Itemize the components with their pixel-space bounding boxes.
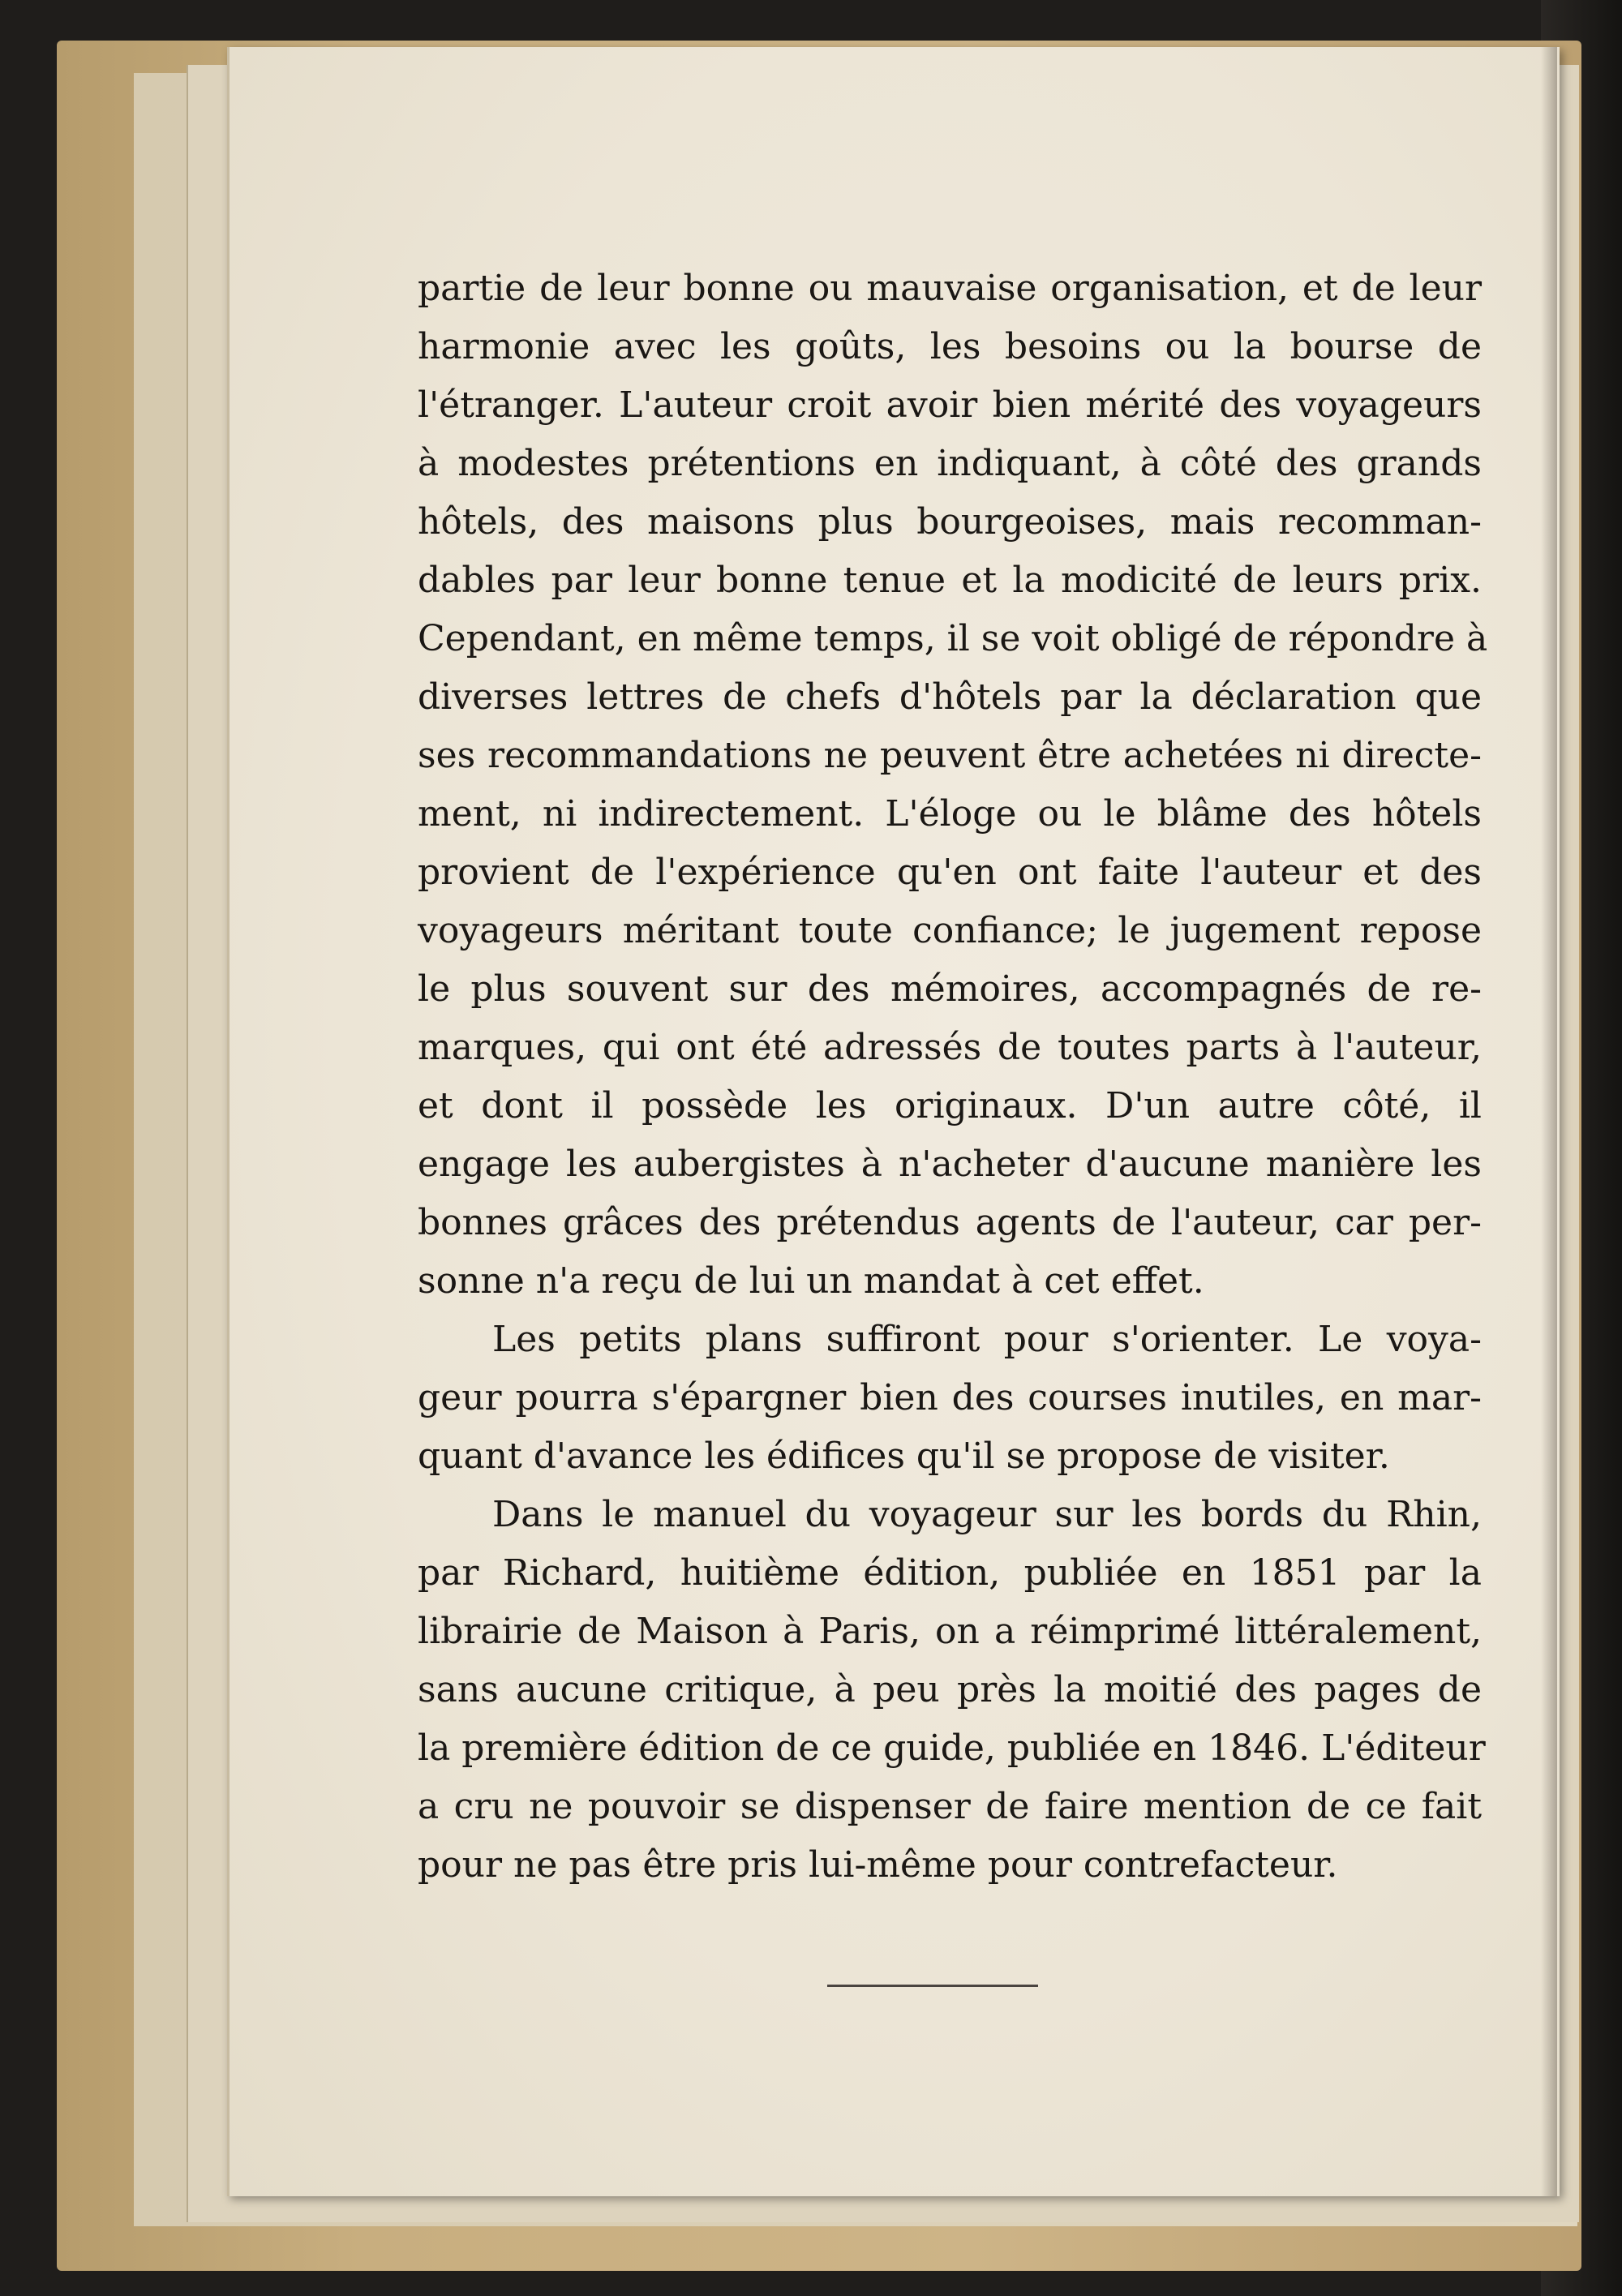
text-line: diverses lettres de chefs d'hôtels par la déclaration que bbox=[418, 676, 1482, 718]
paragraph bbox=[418, 1486, 1486, 1895]
text-line: Cependant, en même temps, il se voit obligé de répondre à bbox=[418, 618, 1488, 659]
text-line: et dont il possède les originaux. D'un autre côté, il bbox=[418, 1085, 1482, 1127]
text-line: ment, ni indirectement. L'éloge ou le blâme des hôtels bbox=[418, 793, 1482, 835]
text-line: Dans le manuel du voyageur sur les bords du Rhin, bbox=[492, 1494, 1482, 1535]
text-line: provient de l'expérience qu'en ont faite l'auteur et des bbox=[418, 852, 1482, 893]
text-line: partie de leur bonne ou mauvaise organisation, et de leur bbox=[418, 268, 1482, 309]
text-line: voyageurs méritant toute confiance; le jugement repose bbox=[418, 910, 1482, 951]
text-line: bonnes grâces des prétendus agents de l'auteur, car per- bbox=[418, 1202, 1482, 1243]
text-line: sans aucune critique, à peu près la moitié des pages de bbox=[418, 1669, 1482, 1710]
text-line: a cru ne pouvoir se dispenser de faire mention de ce fait bbox=[418, 1786, 1482, 1827]
text-line: harmonie avec les goûts, les besoins ou la bourse de bbox=[418, 326, 1482, 367]
text-line: hôtels, des maisons plus bourgeoises, mais recomman- bbox=[418, 501, 1482, 543]
paragraph bbox=[418, 1311, 1482, 1486]
text-line: dables par leur bonne tenue et la modicité de leurs prix. bbox=[418, 560, 1482, 601]
text-line: librairie de Maison à Paris, on a réimprimé littéralement, bbox=[418, 1611, 1482, 1652]
text-line: le plus souvent sur des mémoires, accompagnés de re- bbox=[418, 968, 1482, 1010]
text-line: marques, qui ont été adressés de toutes parts à l'auteur, bbox=[418, 1027, 1482, 1068]
text-line: l'étranger. L'auteur croit avoir bien mérité des voyageurs bbox=[418, 384, 1482, 426]
text-line: quant d'avance les édifices qu'il se propose de visiter. bbox=[418, 1436, 1390, 1477]
text-line: la première édition de ce guide, publiée en 1846. L'éditeur bbox=[418, 1727, 1486, 1769]
text-line: ses recommandations ne peuvent être achetées ni directe- bbox=[418, 735, 1482, 776]
paragraph bbox=[418, 260, 1488, 1311]
text-line: sonne n'a reçu de lui un mandat à cet effet. bbox=[418, 1260, 1204, 1302]
text-line: par Richard, huitième édition, publiée en 1851 par la bbox=[418, 1552, 1482, 1594]
text-line: Les petits plans suffiront pour s'orienter. Le voya- bbox=[492, 1319, 1482, 1360]
text-line: pour ne pas être pris lui-même pour contrefacteur. bbox=[418, 1844, 1338, 1886]
text-line: à modestes prétentions en indiquant, à côté des grands bbox=[418, 443, 1482, 484]
body-text bbox=[418, 260, 1488, 1895]
page-gutter-shadow bbox=[1541, 47, 1557, 2196]
text-line: geur pourra s'épargner bien des courses inutiles, en mar- bbox=[418, 1377, 1482, 1418]
text-line: engage les aubergistes à n'acheter d'aucune manière les bbox=[418, 1144, 1482, 1185]
section-divider bbox=[827, 1985, 1038, 1987]
